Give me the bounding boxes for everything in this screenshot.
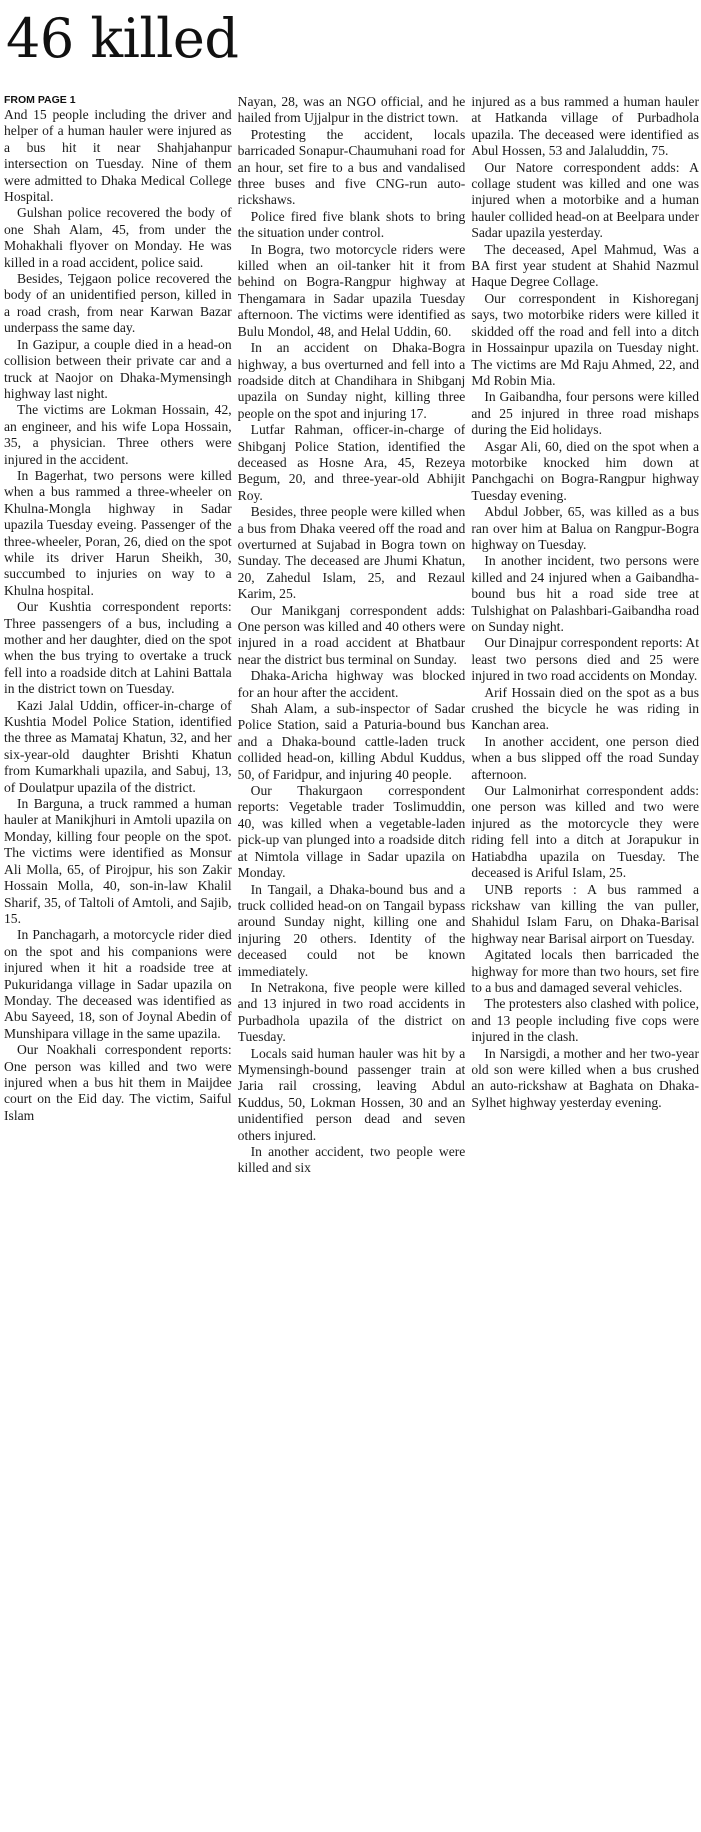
paragraph: Abdul Jobber, 65, was killed as a bus ran over him at Balua on Rangpur-Bogra highway on Tuesday. [471, 504, 699, 552]
paragraph: Our Manikganj correspondent adds: One person was killed and 40 others were injured in a road accident at Bhatbaur near the district bus terminal on Sunday. [237, 602, 466, 667]
paragraph: UNB reports : A bus rammed a rickshaw van killing the van puller, Shahidul Islam Faru, on Dhaka-Barisal highway near Barisal airport on Tuesday. [471, 881, 699, 946]
paragraph: Lutfar Rahman, officer-in-charge of Shibganj Police Station, identified the deceased as Hosne Ara, 45, Rezeya Begum, 20, and three-year-old Abhijit Roy. [237, 422, 466, 503]
paragraph: The deceased, Apel Mahmud, Was a BA first year student at Shahid Nazmul Haque Degree Collage. [471, 241, 699, 290]
paragraph: In Netrakona, five people were killed and 13 injured in two road accidents in Purbadhola upazila of the district on Tuesday. [237, 979, 466, 1045]
paragraph: Our Dinajpur correspondent reports: At least two persons died and 25 were injured in two road accidents on Monday. [471, 635, 699, 684]
paragraph: Nayan, 28, was an NGO official, and he hailed from Ujjalpur in the district town. [237, 94, 466, 126]
paragraph: In Bagerhat, two persons were killed when a bus rammed a three-wheeler on Khulna-Mongla highway in Sadar upazila Tuesday eveing. Passenger of the three-wheeler, Poran, 26, died on the spot while its driver Harun Sheikh, 30, succumbed to injuries on way to a Khulna hospital. [4, 467, 232, 598]
paragraph: Our correspondent in Kishoreganj says, two motorbike riders were killed it skidded off the road and fell into a ditch in Hossainpur upazila on Tuesday night. The victims are Md Raju Ahmed, 22, and Md Robin Mia. [471, 290, 699, 388]
paragraph: Protesting the accident, locals barricaded Sonapur-Chaumuhani road for an hour, set fire to a bus and vandalised three buses and five CNG-run auto-rickshaws. [237, 126, 466, 208]
paragraph: And 15 people including the driver and helper of a human hauler were injured as a bus hit it near Shahjahanpur intersection on Tuesday. Nine of them were admitted to Dhaka Medical College Hospital. [4, 107, 232, 205]
paragraph: In another accident, one person died when a bus slipped off the road Sunday afternoon. [471, 733, 699, 782]
paragraph: Police fired five blank shots to bring the situation under control. [237, 208, 466, 241]
paragraph: Shah Alam, a sub-inspector of Sadar Police Station, said a Paturia-bound bus and a Dhaka-bound cattle-laden truck collided head-on, killing Abdul Kuddus, 50, of Faridpur, and injuring 40 people. [237, 701, 466, 782]
column-1 [4, 94, 232, 1832]
paragraph: Our Thakurgaon correspondent reports: Vegetable trader Toslimuddin, 40, was killed when a vegetable-laden pick-up van plunged into a roadside ditch at Nimtola village in Sadar upazila on Monday. [237, 783, 466, 881]
paragraph: Locals said human hauler was hit by a Mymensingh-bound passenger train at Jaria rail crossing, leaving Abdul Kuddus, 50, Lokman Hossen, 30 and an unidentified person dead and seven others injured. [237, 1045, 466, 1143]
paragraph: Kazi Jalal Uddin, officer-in-charge of Kushtia Model Police Station, identified the three as Mamataj Khatun, 32, and her six-year-old daughter Brishti Khatun from Kumarkhali upazila, and Sabuj, 13, of Doulatpur upazila of the district. [4, 697, 232, 795]
paragraph: In Bogra, two motorcycle riders were killed when an oil-tanker hit it from behind on Bogra-Rangpur highway at Thengamara in Sadar upazila Tuesday afternoon. The victims were identified as Bulu Mondol, 48, and Helal Uddin, 60. [237, 241, 466, 339]
paragraph: In Panchagarh, a motorcycle rider died on the spot and his companions were injured when it hit a roadside tree at Pukuridanga village in Sadar upazila on Monday. The deceased was identified as Abu Sayeed, 18, son of Joynal Abedin of Munshipara village in the same upazila. [4, 927, 232, 1041]
headline: 46 killed [6, 7, 239, 70]
column-3 [471, 94, 699, 1832]
paragraph: In Narsigdi, a mother and her two-year old son were killed when a bus crushed an auto-rickshaw at Baghata on Dhaka-Sylhet highway yesterday evening. [471, 1045, 699, 1110]
paragraph: injured as a bus rammed a human hauler at Hatkanda village of Purbadhola upazila. The deceased were identified as Abul Hossen, 53 and Jalaluddin, 75. [471, 94, 699, 159]
paragraph: In Barguna, a truck rammed a human hauler at Manikjhuri in Amtoli upazila on Monday, killing four people on the spot. The victims were identified as Monsur Ali Molla, 65, of Pirojpur, his son Zakir Hossain Molla, 40, son-in-law Khalil Sharif, 35, of Taltoli of Amtoli, and Sajib, 15. [4, 796, 232, 926]
paragraph: In Tangail, a Dhaka-bound bus and a truck collided head-on on Tangail bypass around Sunday night, killing one and injuring 20 others. Identity of the deceased could not be known immediately. [237, 881, 466, 979]
paragraph: Asgar Ali, 60, died on the spot when a motorbike knocked him down at Panchgachi on Bogra-Rangpur highway Tuesday evening. [471, 438, 699, 503]
paragraph: The victims are Lokman Hossain, 42, an engineer, and his wife Lopa Hossain, 35, a physician. Three others were injured in the accident. [4, 402, 232, 467]
paragraph: In Gazipur, a couple died in a head-on collision between their private car and a truck at Naojor on Dhaka-Mymensingh highway last night. [4, 336, 232, 401]
article-columns [4, 94, 699, 1832]
paragraph: Besides, three people were killed when a bus from Dhaka veered off the road and overturned at Sujabad in Bogra town on Sunday. The deceased are Jhumi Khatun, 20, Zahedul Islam, 25, and Rezaul Karim, 25. [237, 504, 466, 602]
paragraph: In an accident on Dhaka-Bogra highway, a bus overturned and fell into a roadside ditch at Chandihara in Shibganj upazila on Sunday night, killing three people on the spot and injuring 17. [237, 340, 466, 421]
paragraph: Arif Hossain died on the spot as a bus crushed the bicycle he was riding in Kanchan area. [471, 684, 699, 733]
paragraph: Our Lalmonirhat correspondent adds: one person was killed and two were injured as the motorcycle they were riding fell into a ditch at Jorapukur in Hatiabdha upazila on Tuesday. The deceased is Ariful Islam, 25. [471, 783, 699, 881]
paragraph: Our Natore correspondent adds: A collage student was killed and one was injured when a motorbike and a human hauler collided head-on at Beelpara under Sadar upazila yesterday. [471, 159, 699, 241]
paragraph: In Gaibandha, four persons were killed and 25 injured in three road mishaps during the Eid holidays. [471, 389, 699, 438]
paragraph: In another incident, two persons were killed and 24 injured when a Gaibandha-bound bus hit a road side tree at Tulshighat on Palashbari-Gaibandha road on Sunday night. [471, 553, 699, 634]
column-2 [238, 94, 466, 1832]
paragraph: In another accident, two people were killed and six [237, 1144, 466, 1176]
paragraph: Besides, Tejgaon police recovered the body of an unidentified person, killed in a road crash, from near Karwan Bazar underpass the same day. [4, 271, 232, 336]
paragraph: Dhaka-Aricha highway was blocked for an hour after the accident. [237, 668, 466, 700]
paragraph: Our Noakhali correspondent reports: One person was killed and two were injured when a bus hit them in Maijdee court on the Eid day. The victim, Saiful Islam [4, 1042, 232, 1123]
paragraph: Our Kushtia correspondent reports: Three passengers of a bus, including a mother and her daughter, died on the spot when the bus trying to overtake a truck fell into a roadside ditch at Lahini Battala in the district town on Tuesday. [4, 599, 232, 697]
from-page-label: FROM PAGE 1 [4, 94, 76, 106]
paragraph: Agitated locals then barricaded the highway for more than two hours, set fire to a bus and damaged several vehicles. [471, 947, 699, 995]
paragraph: Gulshan police recovered the body of one Shah Alam, 45, from under the Mohakhali flyover on Monday. He was killed in a road accident, police said. [4, 205, 232, 270]
paragraph: The protesters also clashed with police, and 13 people including five cops were injured in the clash. [471, 996, 699, 1045]
